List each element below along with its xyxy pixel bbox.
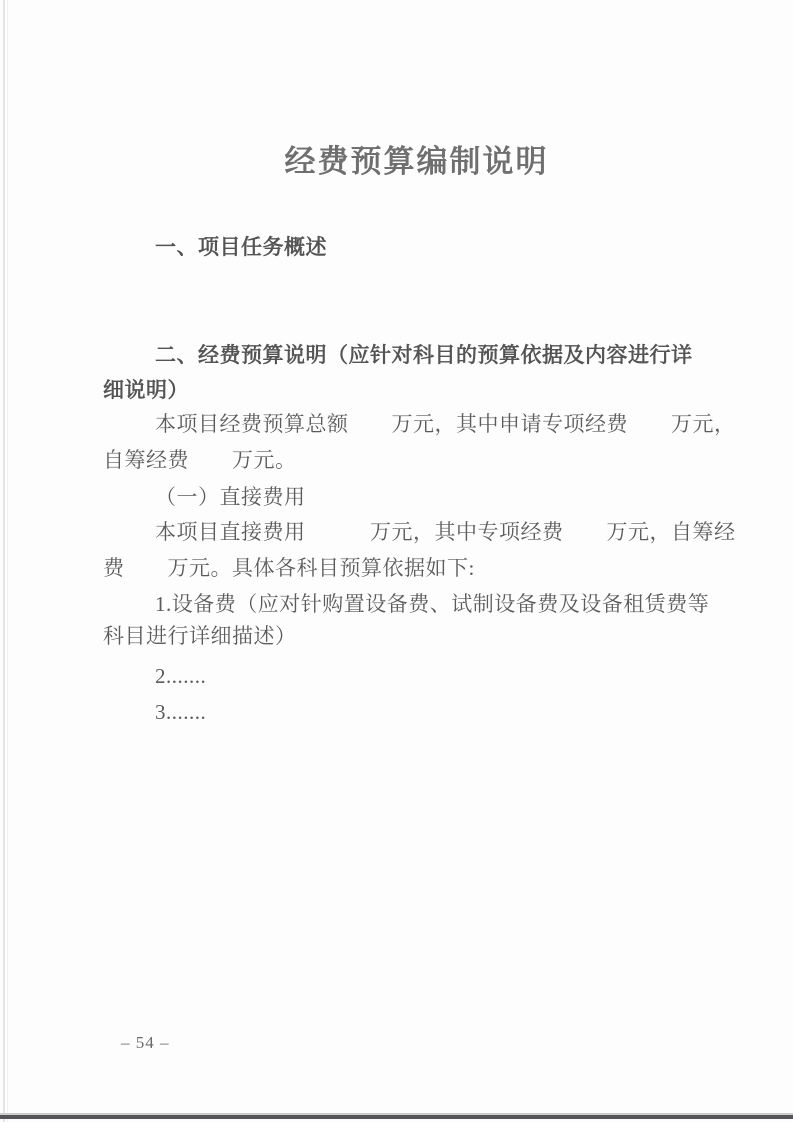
total-budget-paragraph-line1: 本项目经费预算总额 万元，其中申请专项经费 万元， xyxy=(155,412,736,436)
scan-bottom-edge-line xyxy=(0,1115,793,1119)
section2-heading-line2: 细说明） xyxy=(103,378,189,402)
scan-left-edge-line xyxy=(3,0,5,1122)
item2-placeholder: 2....... xyxy=(155,664,207,688)
page-number: – 54 – xyxy=(121,1033,170,1052)
section2-heading-line1: 二、经费预算说明（应针对科目的预算依据及内容进行详 xyxy=(155,343,693,367)
item1-equipment-fee-line2: 科目进行详细描述） xyxy=(103,624,297,648)
direct-costs-paragraph-line1: 本项目直接费用 万元，其中专项经费 万元，自筹经 xyxy=(155,520,736,544)
direct-costs-subheading: （一）直接费用 xyxy=(155,485,306,509)
item1-equipment-fee-line1: 1.设备费（应对针购置设备费、试制设备费及设备租赁费等 xyxy=(155,592,710,616)
scan-left-edge-highlight xyxy=(7,0,8,1122)
total-budget-paragraph-line2: 自筹经费 万元。 xyxy=(103,448,297,472)
item3-placeholder: 3....... xyxy=(155,700,207,724)
page-title: 经费预算编制说明 xyxy=(284,144,549,179)
direct-costs-paragraph-line2: 费 万元。具体各科目预算依据如下: xyxy=(103,556,475,580)
section1-heading: 一、项目任务概述 xyxy=(155,235,327,259)
